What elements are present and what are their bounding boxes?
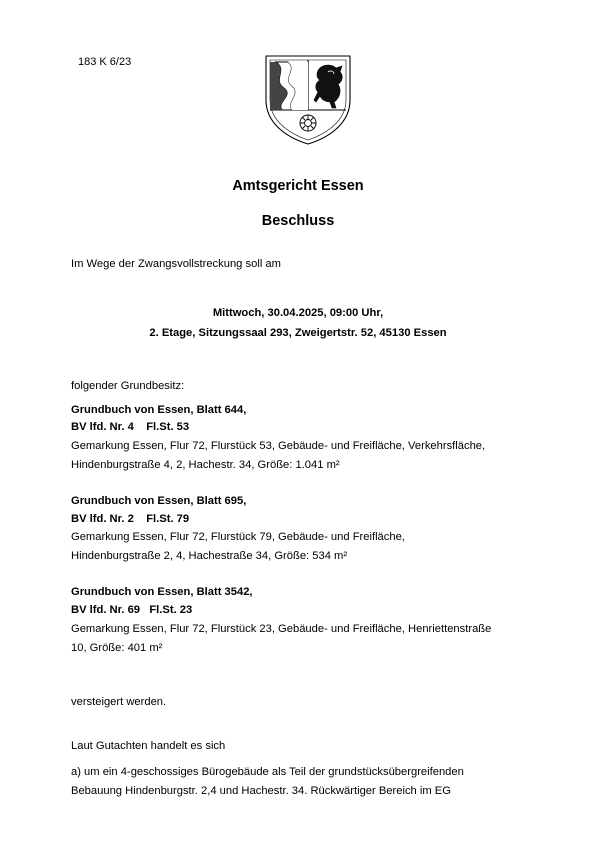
property-2-desc-line2: Hindenburgstraße 2, 4, Hachestraße 34, Größe: 534 m² (71, 550, 348, 562)
property-heading: folgender Grundbesitz: (71, 380, 185, 392)
property-1-desc-line1: Gemarkung Essen, Flur 72, Flurstück 53, Gebäude- und Freifläche, Verkehrsfläche, (71, 440, 486, 452)
appraisal-intro: Laut Gutachten handelt es sich (71, 740, 226, 752)
property-2-desc-line1: Gemarkung Essen, Flur 72, Flurstück 79, Gebäude- und Freifläche, (71, 531, 405, 543)
property-1-desc-line2: Hindenburgstraße 4, 2, Hachestr. 34, Größe: 1.041 m² (71, 459, 340, 471)
document-title: Beschluss (261, 213, 335, 229)
property-3-grundbuch: Grundbuch von Essen, Blatt 3542, (71, 586, 253, 598)
property-2-grundbuch: Grundbuch von Essen, Blatt 695, (71, 495, 247, 507)
property-1-grundbuch: Grundbuch von Essen, Blatt 644, (71, 404, 247, 416)
property-1-bv: BV lfd. Nr. 4 Fl.St. 53 (71, 421, 190, 433)
appraisal-a-line1: a) um ein 4-geschossiges Bürogebäude als Teil der grundstücksübergreifenden (71, 766, 464, 778)
property-3-desc-line2: 10, Größe: 401 m² (71, 642, 163, 654)
date-line: Mittwoch, 30.04.2025, 09:00 Uhr, (212, 307, 384, 319)
property-2-bv: BV lfd. Nr. 2 Fl.St. 79 (71, 513, 190, 525)
property-3-desc-line1: Gemarkung Essen, Flur 72, Flurstück 23, Gebäude- und Freifläche, Henriettenstraße (71, 623, 492, 635)
court-name: Amtsgericht Essen (232, 178, 364, 194)
auction-line: versteigert werden. (71, 696, 167, 708)
nrw-coat-of-arms-icon (262, 50, 354, 146)
appraisal-a-line2: Bebauung Hindenburgstr. 2,4 und Hachestr. 34. Rückwärtiger Bereich im EG (71, 785, 451, 797)
location-line: 2. Etage, Sitzungssaal 293, Zweigertstr. 52, 45130 Essen (149, 327, 447, 339)
file-number: 183 K 6/23 (78, 56, 132, 68)
intro-text: Im Wege der Zwangsvollstreckung soll am (71, 258, 281, 270)
property-3-bv: BV lfd. Nr. 69 Fl.St. 23 (71, 604, 193, 616)
